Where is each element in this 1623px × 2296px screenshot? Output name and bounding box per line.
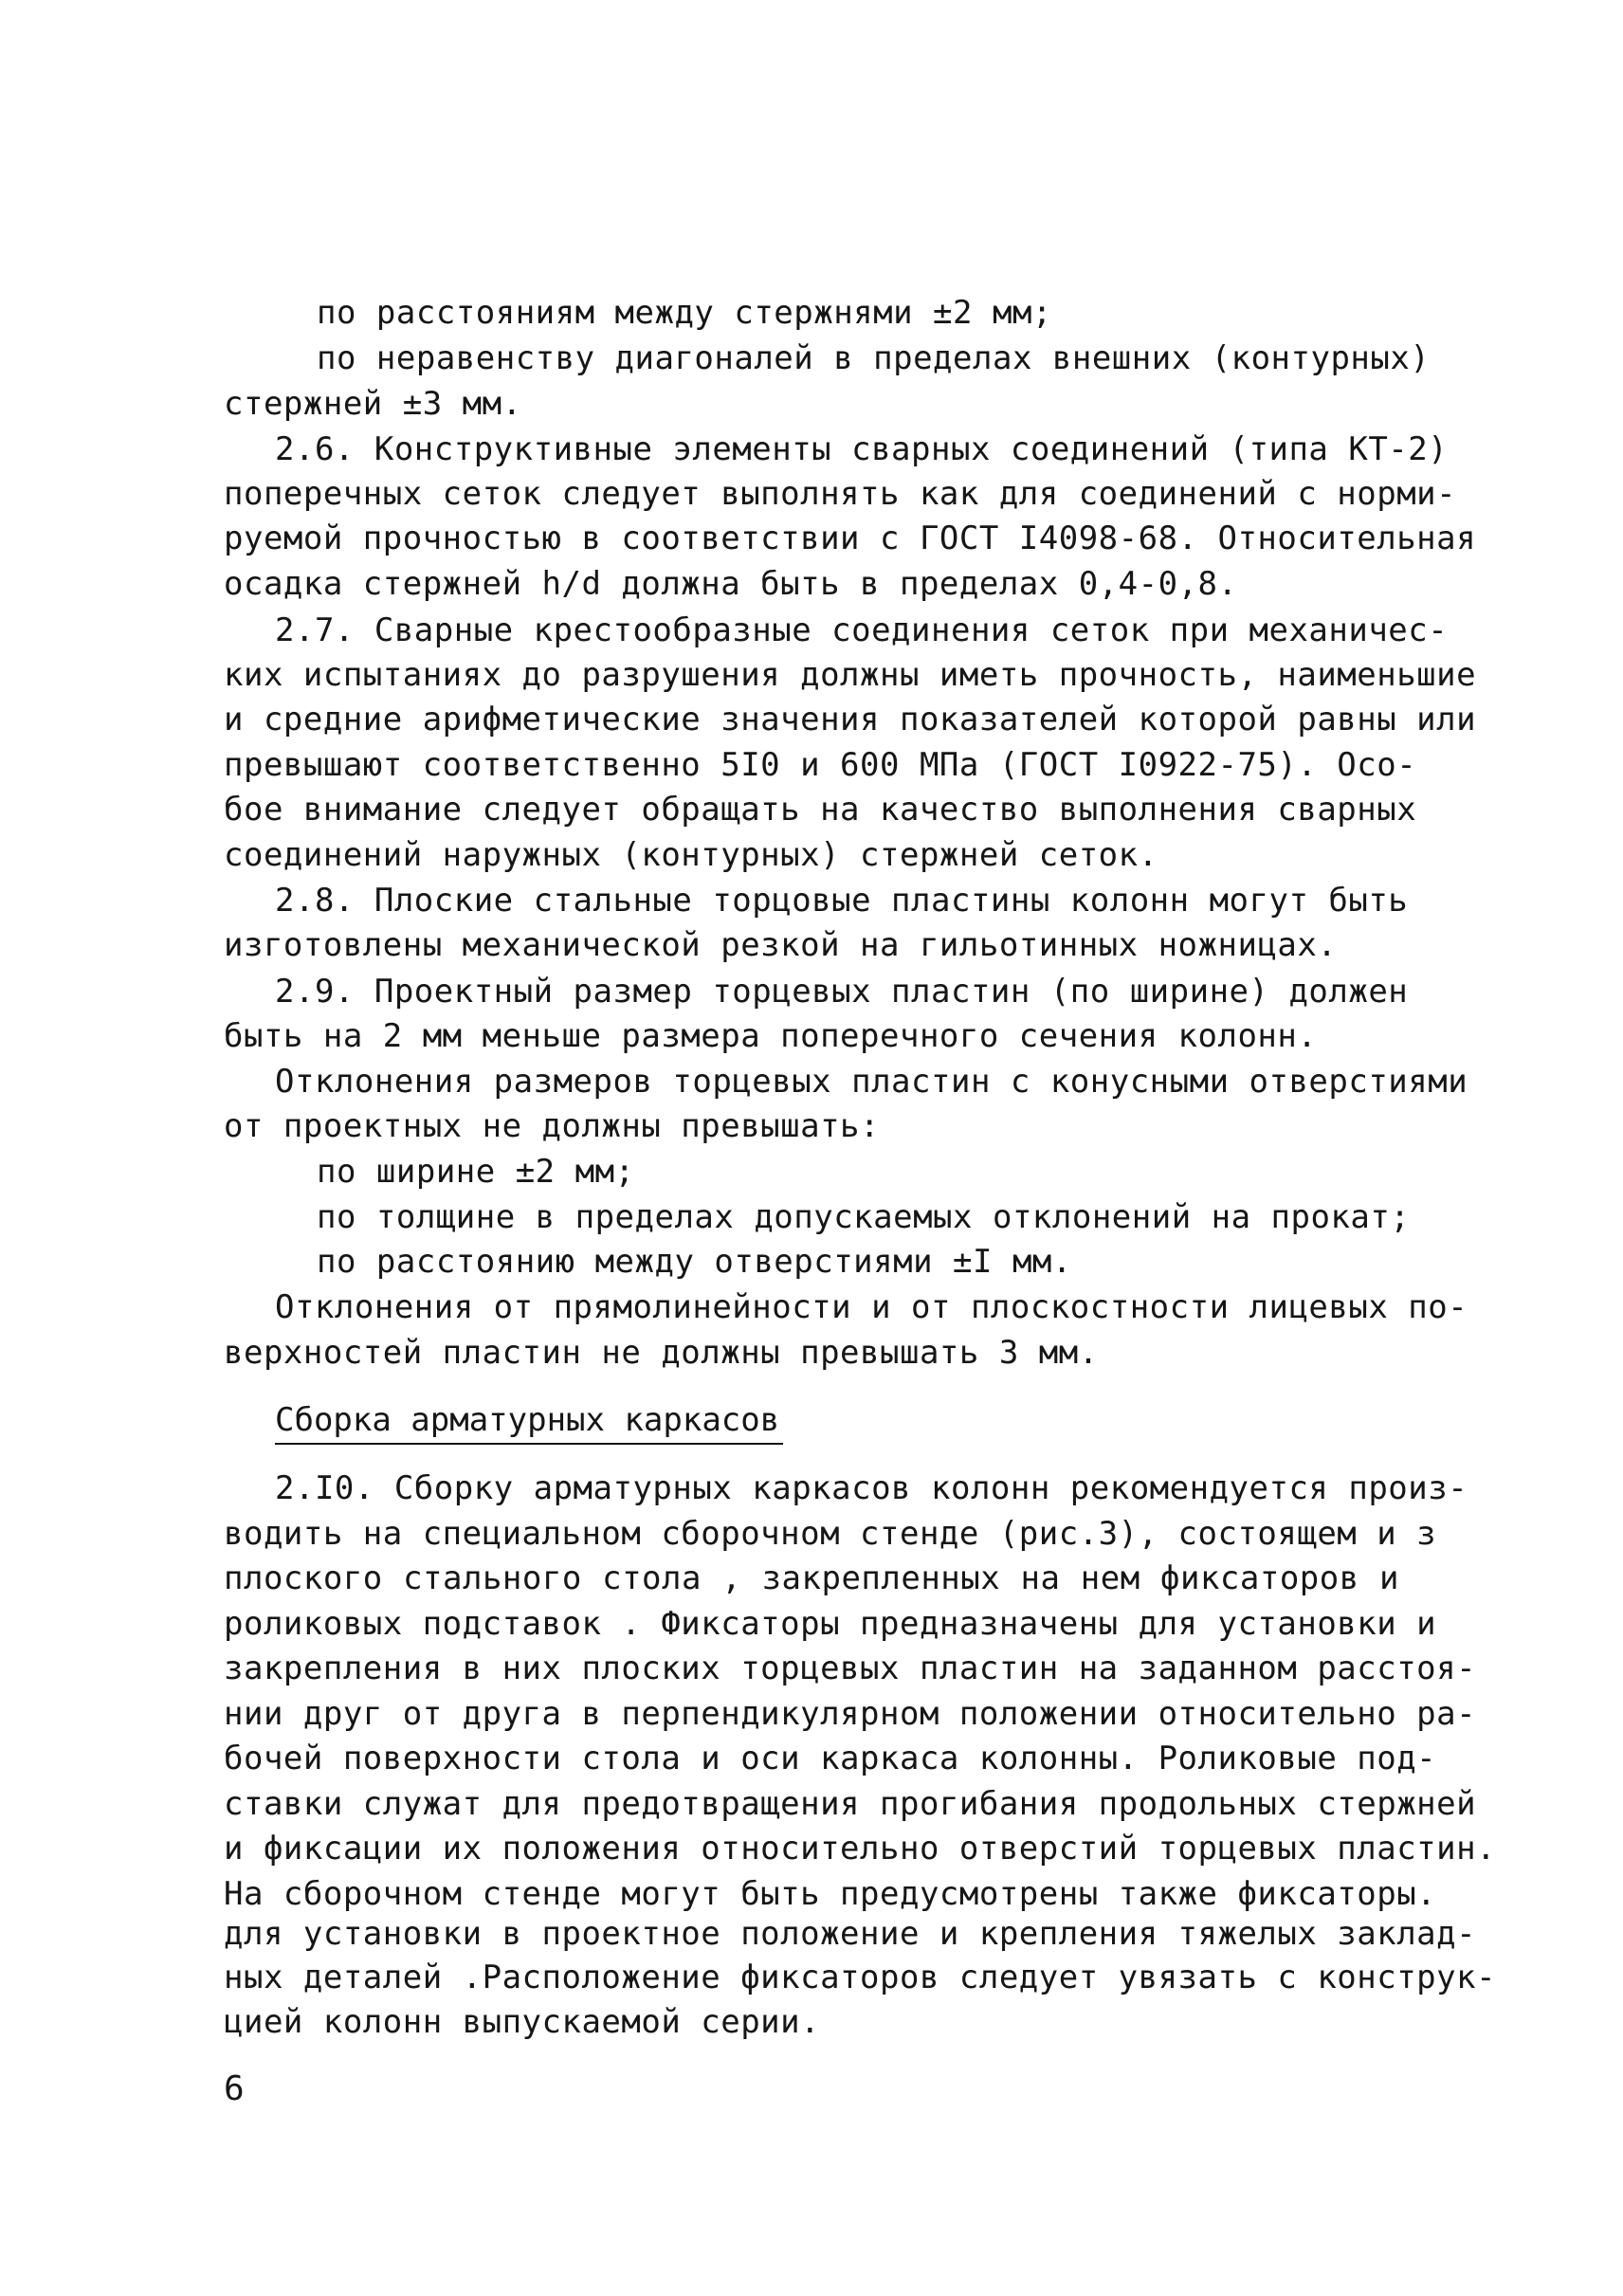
text-line: руемой прочностью в соответствии с ГОСТ I4098-68. Относительная [224,519,1477,557]
text-line: роликовых подставок . Фиксаторы предназначены для установки и [224,1605,1437,1643]
text-line: ких испытаниях до разрушения должны иметь прочность, наименьшие [224,656,1477,694]
text-line: ных деталей .Расположение фиксаторов следует увязать с конструк- [224,1959,1497,1996]
text-line: и фиксации их положения относительно отверстий торцевых пластин. [224,1830,1497,1868]
text-line: по расстоянию между отверстиями ±I мм. [317,1243,1072,1281]
text-line: соединений наружных (контурных) стержней сеток. [224,836,1158,874]
text-line: плоского стального стола , закрепленных на нем фиксаторов и [224,1559,1399,1597]
section-heading: Сборка арматурных каркасов [275,1397,783,1445]
text-line: по расстояниям между стержнями ±2 мм; [317,294,1052,332]
text-line: Отклонения от прямолинейности и от плоскостности лицевых по- [275,1288,1468,1326]
text-line: по неравенству диагоналей в пределах внешних (контурных) [317,339,1431,377]
text-line: поперечных сеток следует выполнять как для соединений с норми- [224,475,1457,513]
text-line: ставки служат для предотвращения прогибания продольных стержней [224,1785,1477,1823]
text-line: На сборочном стенде могут быть предусмотрены также фиксаторы. [224,1875,1437,1913]
text-line: и средние арифметические значения показателей которой равны или [224,701,1477,738]
text-line: осадка стержней h/d должна быть в пределах 0,4-0,8. [224,565,1238,603]
text-line: 2.7. Сварные крестообразные соединения сеток при механичес- [275,611,1449,649]
text-line: 2.9. Проектный размер торцевых пластин (по ширине) должен [275,973,1409,1011]
text-line: нии друг от друга в перпендикулярном положении относительно ра- [224,1695,1477,1733]
text-line: 2.I0. Сборку арматурных каркасов колонн рекомендуется произ- [275,1469,1468,1507]
text-line: быть на 2 мм меньше размера поперечного сечения колонн. [224,1017,1318,1055]
text-line: верхностей пластин не должны превышать 3 мм. [224,1334,1099,1372]
text-line: 2.6. Конструктивные элементы сварных соединений (типа КТ-2) [275,430,1449,468]
text-line: водить на специальном сборочном стенде (рис.3), состоящем и з [224,1515,1437,1553]
text-line: стержней ±3 мм. [224,385,522,423]
text-line: для установки в проектное положение и крепления тяжелых заклад- [224,1915,1477,1953]
text-line: превышают соответственно 5I0 и 600 МПа (ГОСТ I0922-75). Осо- [224,746,1417,784]
text-line: по толщине в пределах допускаемых отклонений на прокат; [317,1198,1411,1236]
text-line: бое внимание следует обращать на качество выполнения сварных [224,791,1417,829]
text-line: Отклонения размеров торцевых пластин с конусными отверстиями [275,1063,1468,1101]
text-line: по ширине ±2 мм; [317,1153,635,1191]
text-line: цией колонн выпускаемой серии. [224,2003,821,2041]
page-number: 6 [224,2069,245,2108]
text-line: бочей поверхности стола и оси каркаса колонны. Роликовые под- [224,1740,1437,1777]
text-line: 2.8. Плоские стальные торцовые пластины колонн могут быть [275,882,1409,920]
text-line: изготовлены механической резкой на гильотинных ножницах. [224,926,1338,964]
text-line: от проектных не должны превышать: [224,1107,881,1145]
text-line: закрепления в них плоских торцевых пластин на заданном расстоя- [224,1649,1477,1687]
